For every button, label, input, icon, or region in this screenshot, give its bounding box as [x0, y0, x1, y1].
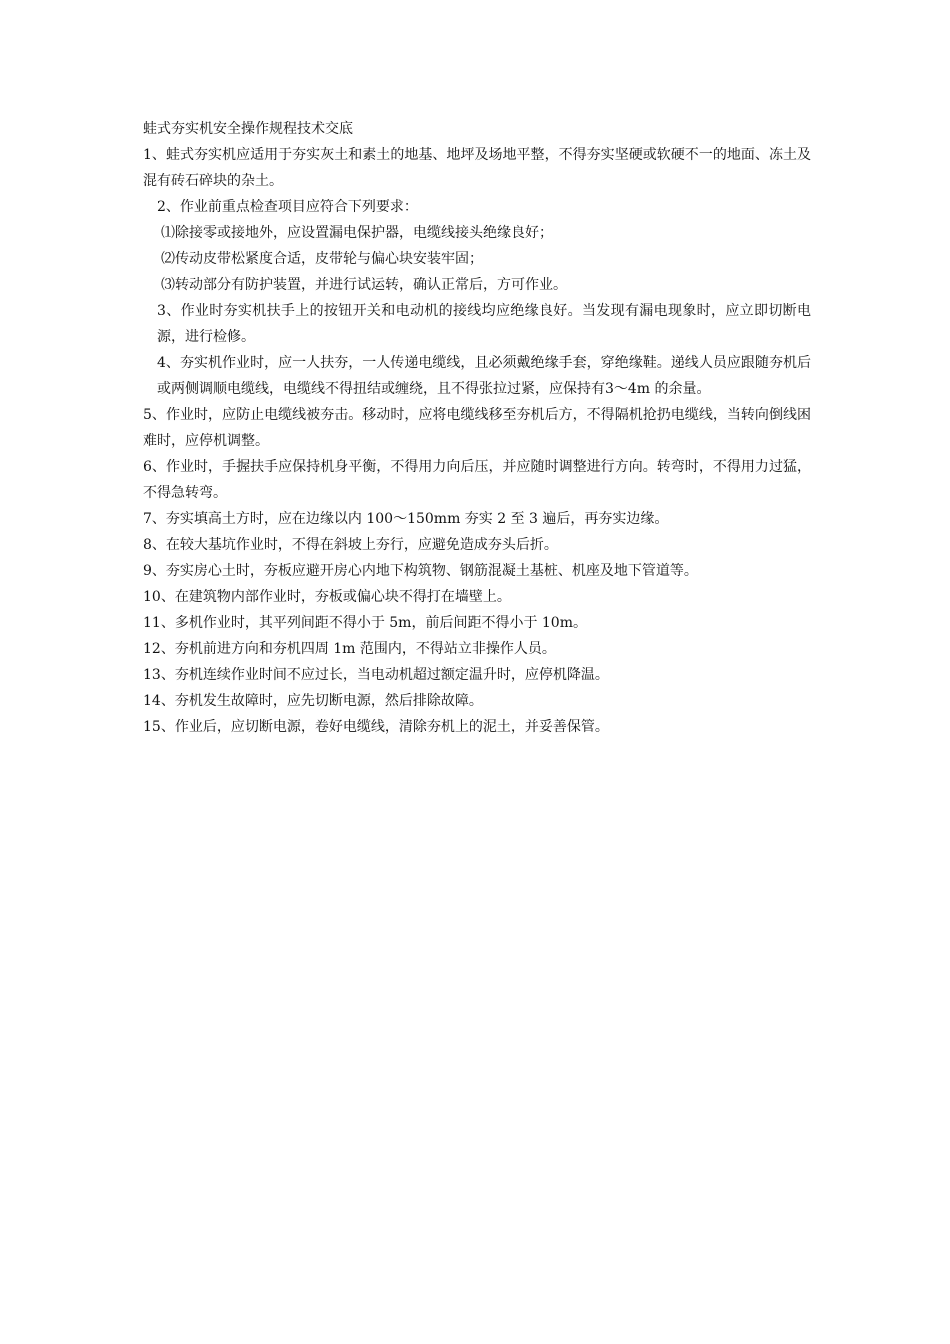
- paragraph-item-1: 1、蛙式夯实机应适用于夯实灰土和素土的地基、地坪及场地平整，不得夯实坚硬或软硬不一的地面、冻土及混有砖石碎块的杂土。: [143, 147, 811, 189]
- paragraph-item-13: 13、夯机连续作业时间不应过长，当电动机超过额定温升时，应停机降温。: [143, 667, 609, 683]
- paragraph-item-2: 2、作业前重点检查项目应符合下列要求：: [157, 199, 418, 215]
- paragraph-sub-item-2: ⑵传动皮带松紧度合适，皮带轮与偏心块安装牢固；: [161, 251, 483, 267]
- paragraph-item-12: 12、夯机前进方向和夯机四周 1m 范围内，不得站立非操作人员。: [143, 641, 556, 657]
- paragraph-item-15: 15、作业后，应切断电源，卷好电缆线，清除夯机上的泥土，并妥善保管。: [143, 719, 609, 735]
- paragraph-item-4: 4、夯实机作业时，应一人扶夯，一人传递电缆线，且必须戴绝缘手套，穿绝缘鞋。递线人员应跟随夯机后或两侧调顺电缆线，电缆线不得扭结或缠绕，且不得张拉过紧，应保持有3～4m 的余量。: [157, 355, 811, 397]
- paragraph-item-6: 6、作业时，手握扶手应保持机身平衡，不得用力向后压，并应随时调整进行方向。转弯时，不得用力过猛，不得急转弯。: [143, 459, 811, 501]
- paragraph-sub-item-1: ⑴除接零或接地外，应设置漏电保护器，电缆线接头绝缘良好；: [161, 225, 553, 241]
- document-body: [143, 116, 811, 740]
- paragraph-item-10: 10、在建筑物内部作业时，夯板或偏心块不得打在墙壁上。: [143, 589, 511, 605]
- paragraph-item-7: 7、夯实填高土方时，应在边缘以内 100～150mm 夯实 2 至 3 遍后，再夯实边缘。: [143, 511, 669, 527]
- paragraph-item-5: 5、作业时，应防止电缆线被夯击。移动时，应将电缆线移至夯机后方，不得隔机抢扔电缆线，当转向倒线困难时，应停机调整。: [143, 407, 811, 449]
- paragraph-item-14: 14、夯机发生故障时，应先切断电源，然后排除故障。: [143, 693, 483, 709]
- paragraph-item-8: 8、在较大基坑作业时，不得在斜坡上夯行，应避免造成夯头后折。: [143, 537, 558, 553]
- document-title: 蛙式夯实机安全操作规程技术交底: [143, 121, 353, 137]
- paragraph-item-11: 11、多机作业时，其平列间距不得小于 5m，前后间距不得小于 10m。: [143, 615, 587, 631]
- paragraph-sub-item-3: ⑶转动部分有防护装置，并进行试运转，确认正常后，方可作业。: [161, 277, 567, 293]
- paragraph-item-9: 9、夯实房心土时，夯板应避开房心内地下构筑物、钢筋混凝土基桩、机座及地下管道等。: [143, 563, 698, 579]
- paragraph-item-3: 3、作业时夯实机扶手上的按钮开关和电动机的接线均应绝缘良好。当发现有漏电现象时，应立即切断电源，进行检修。: [157, 303, 811, 345]
